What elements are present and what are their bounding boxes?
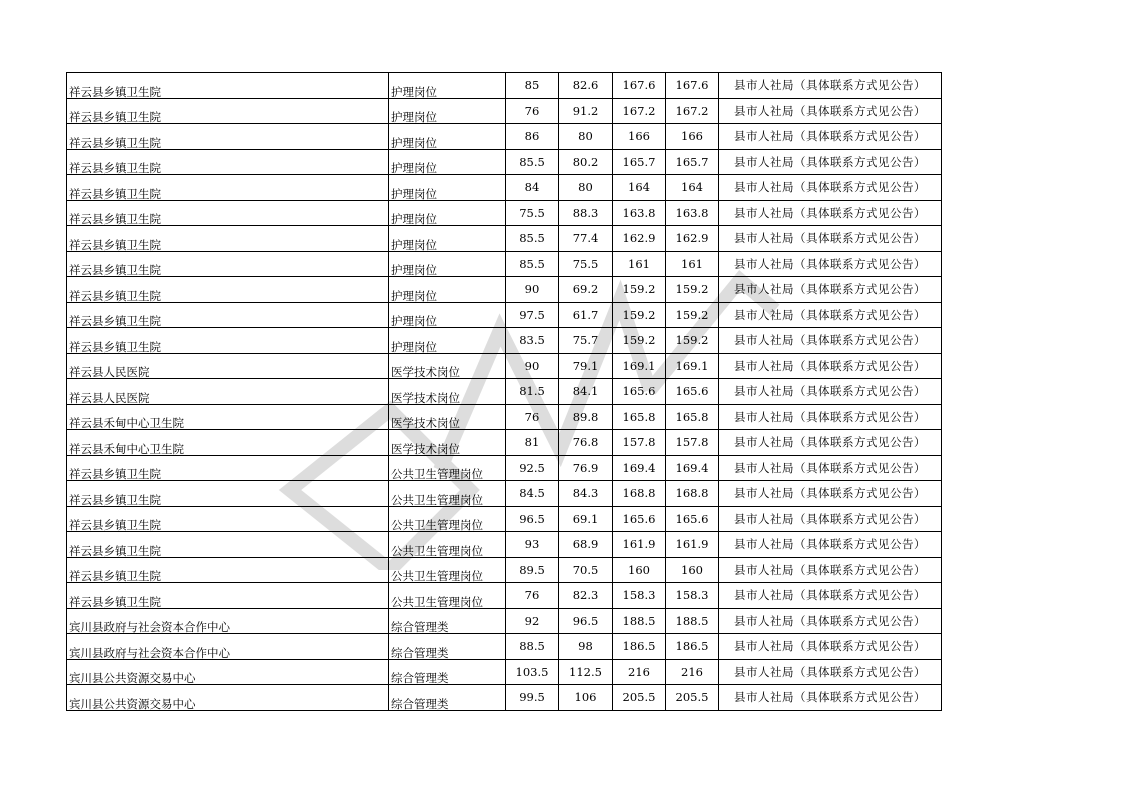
- contact-office-cell: 县市人社局（具体联系方式见公告）: [719, 506, 942, 532]
- score-final-cell: 168.8: [666, 481, 719, 507]
- score-total-cell: 165.8: [613, 404, 666, 430]
- post-cell: 护理岗位: [389, 175, 506, 201]
- score-written-cell: 93: [506, 532, 559, 558]
- score-written-cell: 85.5: [506, 149, 559, 175]
- contact-office-cell: 县市人社局（具体联系方式见公告）: [719, 481, 942, 507]
- post-cell: 医学技术岗位: [389, 353, 506, 379]
- unit-cell: 祥云县人民医院: [67, 379, 389, 405]
- contact-office-cell: 县市人社局（具体联系方式见公告）: [719, 379, 942, 405]
- score-total-cell: 166: [613, 124, 666, 150]
- score-final-cell: 169.4: [666, 455, 719, 481]
- table-body: [67, 73, 942, 711]
- contact-office-cell: 县市人社局（具体联系方式见公告）: [719, 124, 942, 150]
- results-table: [66, 72, 942, 711]
- score-written-cell: 85.5: [506, 251, 559, 277]
- score-final-cell: 163.8: [666, 200, 719, 226]
- post-cell: 医学技术岗位: [389, 404, 506, 430]
- score-interview-cell: 77.4: [559, 226, 613, 252]
- table-row: [67, 124, 942, 150]
- score-total-cell: 157.8: [613, 430, 666, 456]
- score-interview-cell: 75.7: [559, 328, 613, 354]
- score-written-cell: 97.5: [506, 302, 559, 328]
- score-interview-cell: 70.5: [559, 557, 613, 583]
- table-row: [67, 353, 942, 379]
- table-row: [67, 532, 942, 558]
- post-cell: 护理岗位: [389, 124, 506, 150]
- score-total-cell: 159.2: [613, 328, 666, 354]
- score-written-cell: 92: [506, 608, 559, 634]
- contact-office-cell: 县市人社局（具体联系方式见公告）: [719, 98, 942, 124]
- score-total-cell: 158.3: [613, 583, 666, 609]
- score-written-cell: 88.5: [506, 634, 559, 660]
- contact-office-cell: 县市人社局（具体联系方式见公告）: [719, 328, 942, 354]
- score-interview-cell: 80: [559, 124, 613, 150]
- post-cell: 综合管理类: [389, 608, 506, 634]
- score-final-cell: 162.9: [666, 226, 719, 252]
- score-total-cell: 169.4: [613, 455, 666, 481]
- contact-office-cell: 县市人社局（具体联系方式见公告）: [719, 583, 942, 609]
- post-cell: 综合管理类: [389, 634, 506, 660]
- contact-office-cell: 县市人社局（具体联系方式见公告）: [719, 532, 942, 558]
- score-total-cell: 162.9: [613, 226, 666, 252]
- table-row: [67, 455, 942, 481]
- score-final-cell: 158.3: [666, 583, 719, 609]
- score-total-cell: 167.2: [613, 98, 666, 124]
- post-cell: 护理岗位: [389, 98, 506, 124]
- table-row: [67, 226, 942, 252]
- score-total-cell: 165.7: [613, 149, 666, 175]
- score-total-cell: 160: [613, 557, 666, 583]
- contact-office-cell: 县市人社局（具体联系方式见公告）: [719, 73, 942, 99]
- score-interview-cell: 75.5: [559, 251, 613, 277]
- contact-office-cell: 县市人社局（具体联系方式见公告）: [719, 634, 942, 660]
- post-cell: 护理岗位: [389, 251, 506, 277]
- score-interview-cell: 69.2: [559, 277, 613, 303]
- score-total-cell: 165.6: [613, 379, 666, 405]
- score-interview-cell: 88.3: [559, 200, 613, 226]
- post-cell: 护理岗位: [389, 149, 506, 175]
- score-written-cell: 76: [506, 98, 559, 124]
- score-interview-cell: 98: [559, 634, 613, 660]
- score-written-cell: 85.5: [506, 226, 559, 252]
- score-interview-cell: 79.1: [559, 353, 613, 379]
- score-total-cell: 163.8: [613, 200, 666, 226]
- table-row: [67, 557, 942, 583]
- unit-cell: 祥云县乡镇卫生院: [67, 455, 389, 481]
- score-written-cell: 81.5: [506, 379, 559, 405]
- unit-cell: 祥云县乡镇卫生院: [67, 557, 389, 583]
- contact-office-cell: 县市人社局（具体联系方式见公告）: [719, 226, 942, 252]
- score-total-cell: 159.2: [613, 277, 666, 303]
- score-written-cell: 76: [506, 404, 559, 430]
- unit-cell: 宾川县政府与社会资本合作中心: [67, 608, 389, 634]
- unit-cell: 祥云县乡镇卫生院: [67, 149, 389, 175]
- post-cell: 公共卫生管理岗位: [389, 506, 506, 532]
- contact-office-cell: 县市人社局（具体联系方式见公告）: [719, 608, 942, 634]
- unit-cell: 祥云县乡镇卫生院: [67, 98, 389, 124]
- post-cell: 医学技术岗位: [389, 379, 506, 405]
- score-written-cell: 89.5: [506, 557, 559, 583]
- score-total-cell: 161.9: [613, 532, 666, 558]
- post-cell: 公共卫生管理岗位: [389, 455, 506, 481]
- score-total-cell: 159.2: [613, 302, 666, 328]
- post-cell: 综合管理类: [389, 659, 506, 685]
- score-written-cell: 103.5: [506, 659, 559, 685]
- score-interview-cell: 106: [559, 685, 613, 711]
- unit-cell: 祥云县乡镇卫生院: [67, 200, 389, 226]
- score-final-cell: 169.1: [666, 353, 719, 379]
- contact-office-cell: 县市人社局（具体联系方式见公告）: [719, 685, 942, 711]
- post-cell: 公共卫生管理岗位: [389, 481, 506, 507]
- unit-cell: 宾川县政府与社会资本合作中心: [67, 634, 389, 660]
- score-interview-cell: 76.9: [559, 455, 613, 481]
- table-row: [67, 302, 942, 328]
- score-final-cell: 160: [666, 557, 719, 583]
- unit-cell: 祥云县乡镇卫生院: [67, 481, 389, 507]
- score-total-cell: 188.5: [613, 608, 666, 634]
- post-cell: 公共卫生管理岗位: [389, 557, 506, 583]
- unit-cell: 祥云县乡镇卫生院: [67, 277, 389, 303]
- score-written-cell: 90: [506, 277, 559, 303]
- score-final-cell: 205.5: [666, 685, 719, 711]
- contact-office-cell: 县市人社局（具体联系方式见公告）: [719, 200, 942, 226]
- score-final-cell: 165.6: [666, 379, 719, 405]
- score-interview-cell: 112.5: [559, 659, 613, 685]
- score-interview-cell: 82.3: [559, 583, 613, 609]
- score-total-cell: 205.5: [613, 685, 666, 711]
- contact-office-cell: 县市人社局（具体联系方式见公告）: [719, 455, 942, 481]
- score-interview-cell: 69.1: [559, 506, 613, 532]
- score-total-cell: 165.6: [613, 506, 666, 532]
- score-interview-cell: 80: [559, 175, 613, 201]
- unit-cell: 祥云县乡镇卫生院: [67, 73, 389, 99]
- table-row: [67, 583, 942, 609]
- score-interview-cell: 82.6: [559, 73, 613, 99]
- score-interview-cell: 91.2: [559, 98, 613, 124]
- score-final-cell: 165.8: [666, 404, 719, 430]
- score-written-cell: 84.5: [506, 481, 559, 507]
- contact-office-cell: 县市人社局（具体联系方式见公告）: [719, 430, 942, 456]
- table-row: [67, 251, 942, 277]
- score-interview-cell: 61.7: [559, 302, 613, 328]
- score-interview-cell: 84.1: [559, 379, 613, 405]
- post-cell: 公共卫生管理岗位: [389, 532, 506, 558]
- unit-cell: 祥云县乡镇卫生院: [67, 302, 389, 328]
- score-interview-cell: 68.9: [559, 532, 613, 558]
- score-final-cell: 165.7: [666, 149, 719, 175]
- table-row: [67, 608, 942, 634]
- table-row: [67, 659, 942, 685]
- score-interview-cell: 89.8: [559, 404, 613, 430]
- unit-cell: 祥云县乡镇卫生院: [67, 328, 389, 354]
- post-cell: 公共卫生管理岗位: [389, 583, 506, 609]
- score-interview-cell: 96.5: [559, 608, 613, 634]
- score-final-cell: 161.9: [666, 532, 719, 558]
- score-total-cell: 169.1: [613, 353, 666, 379]
- table-row: [67, 98, 942, 124]
- unit-cell: 祥云县乡镇卫生院: [67, 583, 389, 609]
- unit-cell: 祥云县乡镇卫生院: [67, 226, 389, 252]
- unit-cell: 宾川县公共资源交易中心: [67, 685, 389, 711]
- score-written-cell: 86: [506, 124, 559, 150]
- post-cell: 护理岗位: [389, 277, 506, 303]
- unit-cell: 祥云县禾甸中心卫生院: [67, 430, 389, 456]
- score-written-cell: 99.5: [506, 685, 559, 711]
- score-total-cell: 168.8: [613, 481, 666, 507]
- unit-cell: 祥云县乡镇卫生院: [67, 124, 389, 150]
- unit-cell: 祥云县乡镇卫生院: [67, 175, 389, 201]
- table-row: [67, 685, 942, 711]
- post-cell: 医学技术岗位: [389, 430, 506, 456]
- score-final-cell: 159.2: [666, 302, 719, 328]
- contact-office-cell: 县市人社局（具体联系方式见公告）: [719, 557, 942, 583]
- unit-cell: 祥云县乡镇卫生院: [67, 532, 389, 558]
- post-cell: 护理岗位: [389, 200, 506, 226]
- score-written-cell: 85: [506, 73, 559, 99]
- unit-cell: 祥云县禾甸中心卫生院: [67, 404, 389, 430]
- post-cell: 护理岗位: [389, 73, 506, 99]
- score-written-cell: 84: [506, 175, 559, 201]
- contact-office-cell: 县市人社局（具体联系方式见公告）: [719, 277, 942, 303]
- post-cell: 综合管理类: [389, 685, 506, 711]
- score-written-cell: 90: [506, 353, 559, 379]
- table-row: [67, 404, 942, 430]
- score-total-cell: 161: [613, 251, 666, 277]
- table-row: [67, 430, 942, 456]
- score-interview-cell: 76.8: [559, 430, 613, 456]
- table-row: [67, 277, 942, 303]
- unit-cell: 宾川县公共资源交易中心: [67, 659, 389, 685]
- table-row: [67, 634, 942, 660]
- unit-cell: 祥云县人民医院: [67, 353, 389, 379]
- score-final-cell: 157.8: [666, 430, 719, 456]
- score-final-cell: 166: [666, 124, 719, 150]
- score-final-cell: 164: [666, 175, 719, 201]
- contact-office-cell: 县市人社局（具体联系方式见公告）: [719, 353, 942, 379]
- score-total-cell: 216: [613, 659, 666, 685]
- table-row: [67, 481, 942, 507]
- unit-cell: 祥云县乡镇卫生院: [67, 506, 389, 532]
- table-row: [67, 73, 942, 99]
- post-cell: 护理岗位: [389, 328, 506, 354]
- contact-office-cell: 县市人社局（具体联系方式见公告）: [719, 404, 942, 430]
- table-row: [67, 506, 942, 532]
- score-written-cell: 76: [506, 583, 559, 609]
- score-total-cell: 164: [613, 175, 666, 201]
- score-final-cell: 167.6: [666, 73, 719, 99]
- score-written-cell: 96.5: [506, 506, 559, 532]
- score-final-cell: 216: [666, 659, 719, 685]
- post-cell: 护理岗位: [389, 302, 506, 328]
- unit-cell: 祥云县乡镇卫生院: [67, 251, 389, 277]
- contact-office-cell: 县市人社局（具体联系方式见公告）: [719, 302, 942, 328]
- score-written-cell: 75.5: [506, 200, 559, 226]
- score-final-cell: 186.5: [666, 634, 719, 660]
- score-interview-cell: 84.3: [559, 481, 613, 507]
- contact-office-cell: 县市人社局（具体联系方式见公告）: [719, 149, 942, 175]
- score-written-cell: 92.5: [506, 455, 559, 481]
- contact-office-cell: 县市人社局（具体联系方式见公告）: [719, 175, 942, 201]
- score-final-cell: 159.2: [666, 328, 719, 354]
- table-row: [67, 328, 942, 354]
- table-row: [67, 149, 942, 175]
- contact-office-cell: 县市人社局（具体联系方式见公告）: [719, 659, 942, 685]
- table-row: [67, 175, 942, 201]
- score-final-cell: 167.2: [666, 98, 719, 124]
- score-final-cell: 188.5: [666, 608, 719, 634]
- table-row: [67, 200, 942, 226]
- score-final-cell: 161: [666, 251, 719, 277]
- table-row: [67, 379, 942, 405]
- score-total-cell: 186.5: [613, 634, 666, 660]
- score-written-cell: 81: [506, 430, 559, 456]
- score-final-cell: 165.6: [666, 506, 719, 532]
- post-cell: 护理岗位: [389, 226, 506, 252]
- contact-office-cell: 县市人社局（具体联系方式见公告）: [719, 251, 942, 277]
- score-written-cell: 83.5: [506, 328, 559, 354]
- score-interview-cell: 80.2: [559, 149, 613, 175]
- score-final-cell: 159.2: [666, 277, 719, 303]
- score-total-cell: 167.6: [613, 73, 666, 99]
